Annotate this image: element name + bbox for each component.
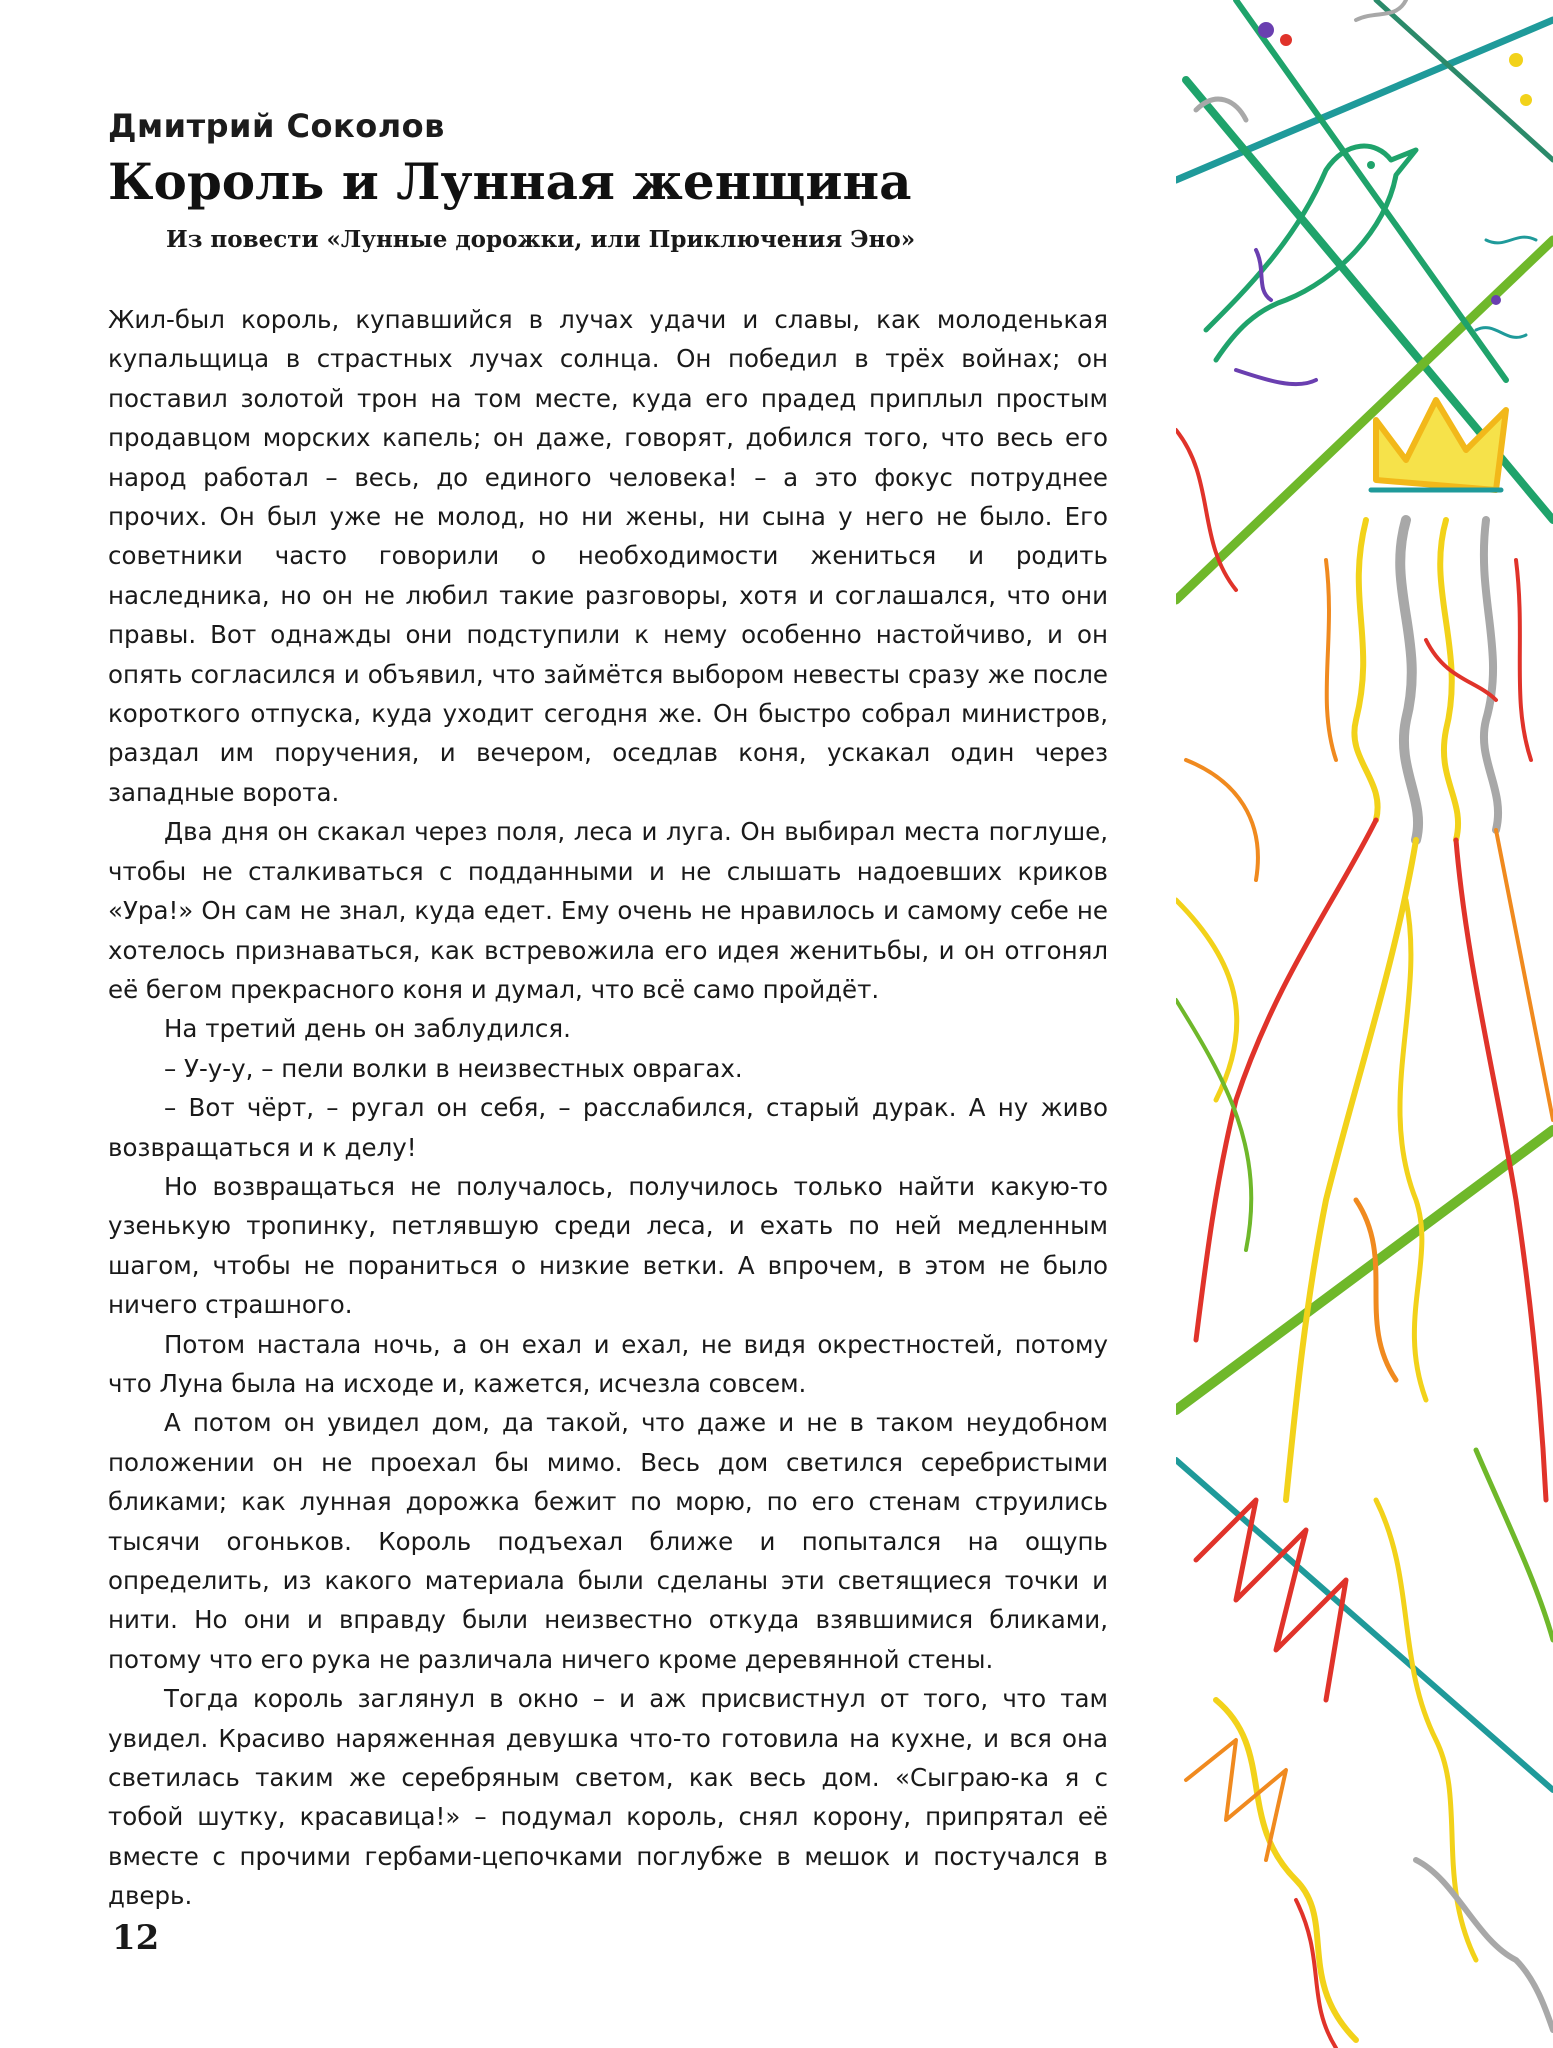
- paragraph: Потом настала ночь, а он ехал и ехал, не видя окрестностей, потому что Луна была на исходе и, кажется, исчезла совсем.: [108, 1329, 1108, 1398]
- paragraph: Два дня он скакал через поля, леса и луга. Он выбирал места поглуше, чтобы не сталкиваться с подданными и не слышать надоевших криков «Ура!» Он сам не знал, куда едет. Ему очень не нравилось и самому себе не хотелось признаваться, как встревожила его идея женитьбы, и он отгонял её бегом прекрасного коня и думал, что всё само пройдёт.: [108, 817, 1108, 1004]
- crowned-moon-woman-illustration: [1176, 0, 1553, 2048]
- illustration-drawing: [1176, 0, 1553, 2048]
- page-number: 12: [112, 1918, 160, 1958]
- paragraph: Тогда король заглянул в окно – и аж присвистнул от того, что там увидел. Красиво наряженная девушка что-то готовила на кухне, и вся она светилась таким же серебряным светом, как весь дом. «Сыграю-ка я с тобой шутку, красавица!» – подумал король, снял корону, припрятал её вместе с прочими гербами-цепочками поглубже в мешок и постучался в дверь.: [108, 1684, 1108, 1911]
- paragraph: – Вот чёрт, – ругал он себя, – расслабился, старый дурак. А ну живо возвращаться и к делу!: [108, 1093, 1108, 1162]
- paragraph: На третий день он заблудился.: [164, 1014, 571, 1044]
- paragraph: Но возвращаться не получалось, получилось только найти какую-то узенькую тропинку, петлявшую среди леса, и ехать по ней медленным шагом, чтобы не пораниться о низкие ветки. А впрочем, в этом не было ничего страшного.: [108, 1171, 1108, 1320]
- author-name: Дмитрий Соколов: [108, 107, 445, 145]
- paragraph: А потом он увидел дом, да такой, что даже и не в таком неудобном положении он не проехал бы мимо. Весь дом светился серебристыми бликами; как лунная дорожка бежит по морю, по его стенам струились тысячи огоньков. Король подъехал ближе и попытался на ощупь определить, из какого материала были сделаны эти светящиеся точки и нити. Но они и вправду были неизвестно откуда взявшимися бликами, потому что его рука не различала ничего кроме деревянной стены.: [108, 1408, 1108, 1674]
- paragraph: Жил-был король, купавшийся в лучах удачи и славы, как молоденькая купальщица в страстных лучах солнца. Он победил в трёх войнах; он поставил золотой трон на том месте, куда его прадед приплыл простым продавцом морских капель; он даже, говорят, добился того, что весь его народ работал – весь, до единого человека! – а это фокус потруднее прочих. Он был уже не молод, но ни жены, ни сына у него не было. Его советники часто говорили о необходимости жениться и родить наследника, но он не любил такие разговоры, хотя и соглашался, что они правы. Вот однажды они подступили к нему особенно настойчиво, и он опять согласился и объявил, что займётся выбором невесты сразу же после короткого отпуска, куда уходит сегодня же. Он быстро собрал министров, раздал им поручения, и вечером, оседлав коня, ускакал один через западные ворота.: [108, 305, 1108, 807]
- story-title: Король и Лунная женщина: [108, 152, 912, 211]
- story-subtitle: Из повести «Лунные дорожки, или Приключения Эно»: [166, 226, 916, 253]
- paragraph: – У-у-у, – пели волки в неизвестных оврагах.: [164, 1053, 743, 1083]
- article: [108, 104, 1108, 1916]
- story-body: [108, 300, 1108, 1916]
